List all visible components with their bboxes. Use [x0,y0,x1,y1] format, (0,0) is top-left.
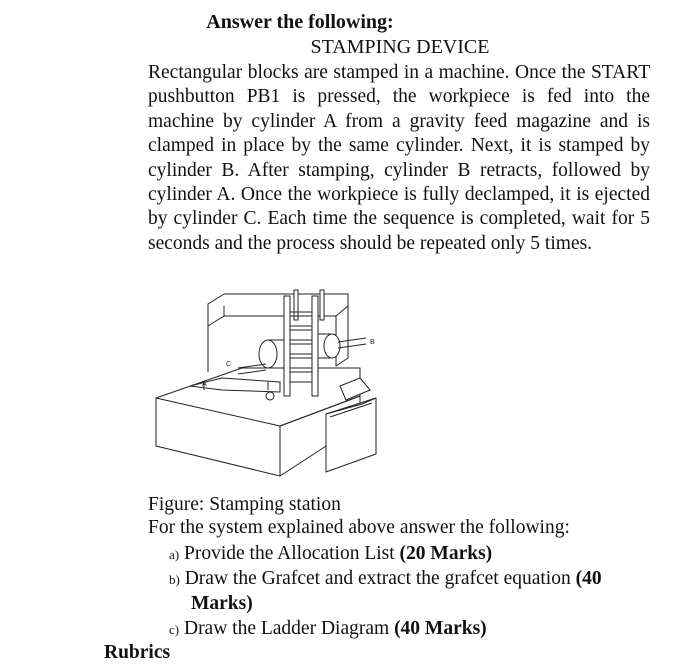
question-marker: a) [169,547,180,562]
question-text: Draw the Ladder Diagram [183,618,395,639]
rubrics-heading: Rubrics [104,642,171,663]
question-marks: (20 Marks) [399,543,493,564]
stamping-station-figure [150,286,380,486]
label-b: B [370,339,375,346]
question-text: Provide the Allocation List [183,543,400,564]
question-b [169,567,669,592]
collection-bin [326,398,376,472]
page-title: Answer the following: [206,11,394,33]
figure-caption: Figure: Stamping station [148,494,341,515]
question-marks: (40 Marks) [394,618,487,639]
question-a [169,542,669,567]
question-marks: Marks) [191,593,253,614]
questions-intro: For the system explained above answer the following: [148,517,570,538]
question-marker: c) [169,622,180,637]
device-heading: STAMPING DEVICE [310,36,490,58]
problem-description: Rectangular blocks are stamped in a machine. Once the START pushbutton PB1 is pressed, the workpiece is fed into the machine by cylinder A from a gravity feed magazine and is clamped in place by the same cylinder. Next, it is stamped by cylinder B. After stamping, cylinder B retracts, followed by cylinder A. Once the workpiece is fully declamped, it is ejected by cylinder C. Each time the sequence is completed, wait for 5 seconds and the process should be repeated only 5 times. [148,62,650,254]
question-marker: b) [169,572,180,587]
label-a: A [202,381,207,388]
question-b-continued [191,592,691,616]
question-c [169,617,669,642]
question-marks: (40 [575,568,602,589]
label-c: C [226,361,232,368]
question-text: Draw the Grafcet and extract the grafcet equation [184,568,576,589]
